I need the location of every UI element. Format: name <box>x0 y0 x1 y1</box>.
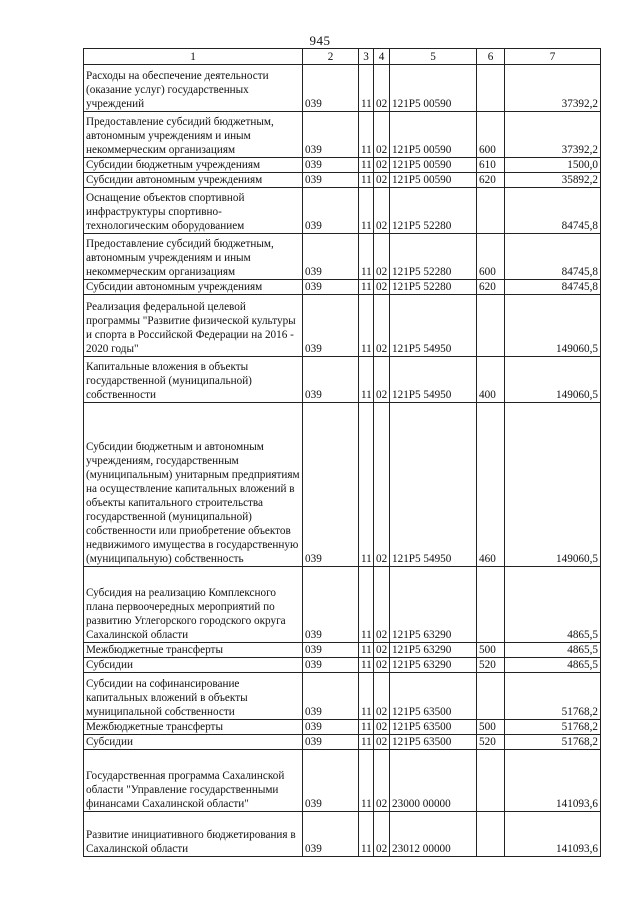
row-subsection-cell: 02 <box>374 673 390 720</box>
row-subsection-cell: 02 <box>374 403 390 567</box>
row-target-article-cell: 121P5 54950 <box>390 403 477 567</box>
row-name-cell: Субсидии на софинансирование капитальных вложений в объекты муниципальной собственности <box>84 673 303 720</box>
row-admin-code-cell: 039 <box>303 65 359 112</box>
row-subsection-cell: 02 <box>374 295 390 357</box>
row-name-cell: Межбюджетные трансферты <box>84 643 303 658</box>
row-admin-code-cell: 039 <box>303 735 359 750</box>
row-expense-type-cell: 600 <box>477 112 505 158</box>
row-section-cell: 11 <box>359 158 374 173</box>
row-expense-type-cell: 520 <box>477 735 505 750</box>
row-name-cell: Субсидии автономным учреждениям <box>84 173 303 188</box>
row-expense-type-cell <box>477 750 505 812</box>
table-row <box>84 112 601 158</box>
row-admin-code-cell: 039 <box>303 567 359 643</box>
row-amount-cell: 149060,5 <box>505 295 601 357</box>
row-subsection-cell: 02 <box>374 567 390 643</box>
table-row <box>84 673 601 720</box>
row-target-article-cell: 121P5 52280 <box>390 280 477 295</box>
row-name-cell: Расходы на обеспечение деятельности (оказание услуг) государственных учреждений <box>84 65 303 112</box>
row-target-article-cell: 23012 00000 <box>390 812 477 857</box>
row-section-cell: 11 <box>359 112 374 158</box>
row-admin-code-cell: 039 <box>303 720 359 735</box>
row-subsection-cell: 02 <box>374 158 390 173</box>
row-amount-cell: 84745,8 <box>505 234 601 280</box>
row-target-article-cell: 121P5 63290 <box>390 658 477 673</box>
row-amount-cell: 4865,5 <box>505 643 601 658</box>
row-admin-code-cell: 039 <box>303 173 359 188</box>
row-amount-cell: 4865,5 <box>505 567 601 643</box>
row-expense-type-cell <box>477 673 505 720</box>
row-section-cell: 11 <box>359 673 374 720</box>
row-admin-code-cell: 039 <box>303 812 359 857</box>
row-amount-cell: 37392,2 <box>505 65 601 112</box>
table-row <box>84 812 601 857</box>
row-amount-cell: 51768,2 <box>505 720 601 735</box>
row-expense-type-cell: 460 <box>477 403 505 567</box>
row-subsection-cell: 02 <box>374 658 390 673</box>
row-name-cell: Предоставление субсидий бюджетным, автономным учреждениям и иным некоммерческим организациям <box>84 234 303 280</box>
row-section-cell: 11 <box>359 720 374 735</box>
row-amount-cell: 141093,6 <box>505 750 601 812</box>
row-expense-type-cell: 620 <box>477 280 505 295</box>
table-row <box>84 643 601 658</box>
table-row <box>84 158 601 173</box>
row-section-cell: 11 <box>359 280 374 295</box>
row-expense-type-cell <box>477 812 505 857</box>
row-name-cell: Предоставление субсидий бюджетным, автономным учреждениям и иным некоммерческим организациям <box>84 112 303 158</box>
table-row <box>84 567 601 643</box>
row-section-cell: 11 <box>359 658 374 673</box>
row-subsection-cell: 02 <box>374 188 390 234</box>
row-admin-code-cell: 039 <box>303 234 359 280</box>
row-name-cell: Субсидии бюджетным учреждениям <box>84 158 303 173</box>
header-col-expense-type: 6 <box>477 49 505 65</box>
table-row <box>84 173 601 188</box>
row-admin-code-cell: 039 <box>303 295 359 357</box>
row-expense-type-cell: 620 <box>477 173 505 188</box>
table-body <box>84 65 601 857</box>
row-expense-type-cell: 400 <box>477 357 505 403</box>
row-target-article-cell: 121P5 63290 <box>390 643 477 658</box>
row-section-cell: 11 <box>359 643 374 658</box>
row-subsection-cell: 02 <box>374 280 390 295</box>
row-admin-code-cell: 039 <box>303 750 359 812</box>
row-section-cell: 11 <box>359 812 374 857</box>
row-name-cell: Межбюджетные трансферты <box>84 720 303 735</box>
row-expense-type-cell <box>477 295 505 357</box>
row-expense-type-cell <box>477 188 505 234</box>
row-target-article-cell: 121P5 52280 <box>390 234 477 280</box>
row-expense-type-cell <box>477 65 505 112</box>
row-amount-cell: 4865,5 <box>505 658 601 673</box>
row-subsection-cell: 02 <box>374 812 390 857</box>
header-col-amount: 7 <box>505 49 601 65</box>
row-amount-cell: 149060,5 <box>505 403 601 567</box>
row-admin-code-cell: 039 <box>303 403 359 567</box>
row-subsection-cell: 02 <box>374 643 390 658</box>
row-expense-type-cell: 600 <box>477 234 505 280</box>
row-section-cell: 11 <box>359 295 374 357</box>
row-target-article-cell: 121P5 00590 <box>390 158 477 173</box>
row-subsection-cell: 02 <box>374 720 390 735</box>
row-section-cell: 11 <box>359 750 374 812</box>
row-amount-cell: 35892,2 <box>505 173 601 188</box>
row-name-cell: Развитие инициативного бюджетирования в Сахалинской области <box>84 812 303 857</box>
table-row <box>84 750 601 812</box>
row-target-article-cell: 121P5 54950 <box>390 295 477 357</box>
row-target-article-cell: 121P5 63290 <box>390 567 477 643</box>
row-admin-code-cell: 039 <box>303 280 359 295</box>
row-target-article-cell: 121P5 63500 <box>390 735 477 750</box>
row-target-article-cell: 121P5 00590 <box>390 65 477 112</box>
row-expense-type-cell: 500 <box>477 720 505 735</box>
row-name-cell: Субсидия на реализацию Комплексного плана первоочередных мероприятий по развитию Углегорского городского округа Сахалинской области <box>84 567 303 643</box>
table-row <box>84 720 601 735</box>
row-admin-code-cell: 039 <box>303 188 359 234</box>
row-target-article-cell: 121P5 00590 <box>390 173 477 188</box>
table-header <box>84 49 601 65</box>
row-subsection-cell: 02 <box>374 234 390 280</box>
header-col-admin: 2 <box>303 49 359 65</box>
table-row <box>84 188 601 234</box>
row-target-article-cell: 121P5 54950 <box>390 357 477 403</box>
table-row <box>84 65 601 112</box>
row-name-cell: Оснащение объектов спортивной инфраструктуры спортивно-технологическим оборудованием <box>84 188 303 234</box>
header-row <box>84 49 601 65</box>
header-col-name: 1 <box>84 49 303 65</box>
row-amount-cell: 84745,8 <box>505 188 601 234</box>
row-expense-type-cell: 520 <box>477 658 505 673</box>
row-amount-cell: 141093,6 <box>505 812 601 857</box>
row-section-cell: 11 <box>359 567 374 643</box>
row-section-cell: 11 <box>359 188 374 234</box>
row-subsection-cell: 02 <box>374 112 390 158</box>
row-expense-type-cell <box>477 567 505 643</box>
row-subsection-cell: 02 <box>374 173 390 188</box>
row-name-cell: Субсидии автономным учреждениям <box>84 280 303 295</box>
row-section-cell: 11 <box>359 403 374 567</box>
table-row <box>84 295 601 357</box>
row-admin-code-cell: 039 <box>303 158 359 173</box>
table-row <box>84 357 601 403</box>
row-target-article-cell: 121P5 00590 <box>390 112 477 158</box>
row-section-cell: 11 <box>359 357 374 403</box>
row-subsection-cell: 02 <box>374 750 390 812</box>
budget-table <box>83 48 601 857</box>
row-amount-cell: 1500,0 <box>505 158 601 173</box>
table-row <box>84 403 601 567</box>
row-section-cell: 11 <box>359 735 374 750</box>
row-amount-cell: 51768,2 <box>505 673 601 720</box>
row-name-cell: Субсидии <box>84 658 303 673</box>
row-amount-cell: 84745,8 <box>505 280 601 295</box>
table-row <box>84 735 601 750</box>
row-amount-cell: 37392,2 <box>505 112 601 158</box>
row-name-cell: Субсидии бюджетным и автономным учреждениям, государственным (муниципальным) унитарным предприятиям на осуществление капитальных вложений в объекты капитального строительства государственной (муниципальной) собственности или приобретение объектов недвижимого имущества в государственную (муниципальную) собственность <box>84 403 303 567</box>
row-admin-code-cell: 039 <box>303 658 359 673</box>
row-name-cell: Реализация федеральной целевой программы "Развитие физической культуры и спорта в Российской Федерации на 2016 - 2020 годы" <box>84 295 303 357</box>
row-section-cell: 11 <box>359 65 374 112</box>
row-admin-code-cell: 039 <box>303 112 359 158</box>
page-number: 945 <box>309 33 331 48</box>
header-col-section: 3 <box>359 49 374 65</box>
table-row <box>84 658 601 673</box>
row-subsection-cell: 02 <box>374 735 390 750</box>
row-target-article-cell: 121P5 63500 <box>390 720 477 735</box>
row-expense-type-cell: 500 <box>477 643 505 658</box>
header-col-target-article: 5 <box>390 49 477 65</box>
row-target-article-cell: 121P5 52280 <box>390 188 477 234</box>
table-row <box>84 234 601 280</box>
row-expense-type-cell: 610 <box>477 158 505 173</box>
row-name-cell: Государственная программа Сахалинской области "Управление государственными финансами Сахалинской области" <box>84 750 303 812</box>
row-admin-code-cell: 039 <box>303 643 359 658</box>
row-subsection-cell: 02 <box>374 65 390 112</box>
row-section-cell: 11 <box>359 173 374 188</box>
row-target-article-cell: 121P5 63500 <box>390 673 477 720</box>
header-col-subsection: 4 <box>374 49 390 65</box>
row-section-cell: 11 <box>359 234 374 280</box>
row-amount-cell: 51768,2 <box>505 735 601 750</box>
table-row <box>84 280 601 295</box>
row-subsection-cell: 02 <box>374 357 390 403</box>
row-name-cell: Субсидии <box>84 735 303 750</box>
row-name-cell: Капитальные вложения в объекты государственной (муниципальной) собственности <box>84 357 303 403</box>
row-target-article-cell: 23000 00000 <box>390 750 477 812</box>
row-admin-code-cell: 039 <box>303 357 359 403</box>
row-admin-code-cell: 039 <box>303 673 359 720</box>
row-amount-cell: 149060,5 <box>505 357 601 403</box>
